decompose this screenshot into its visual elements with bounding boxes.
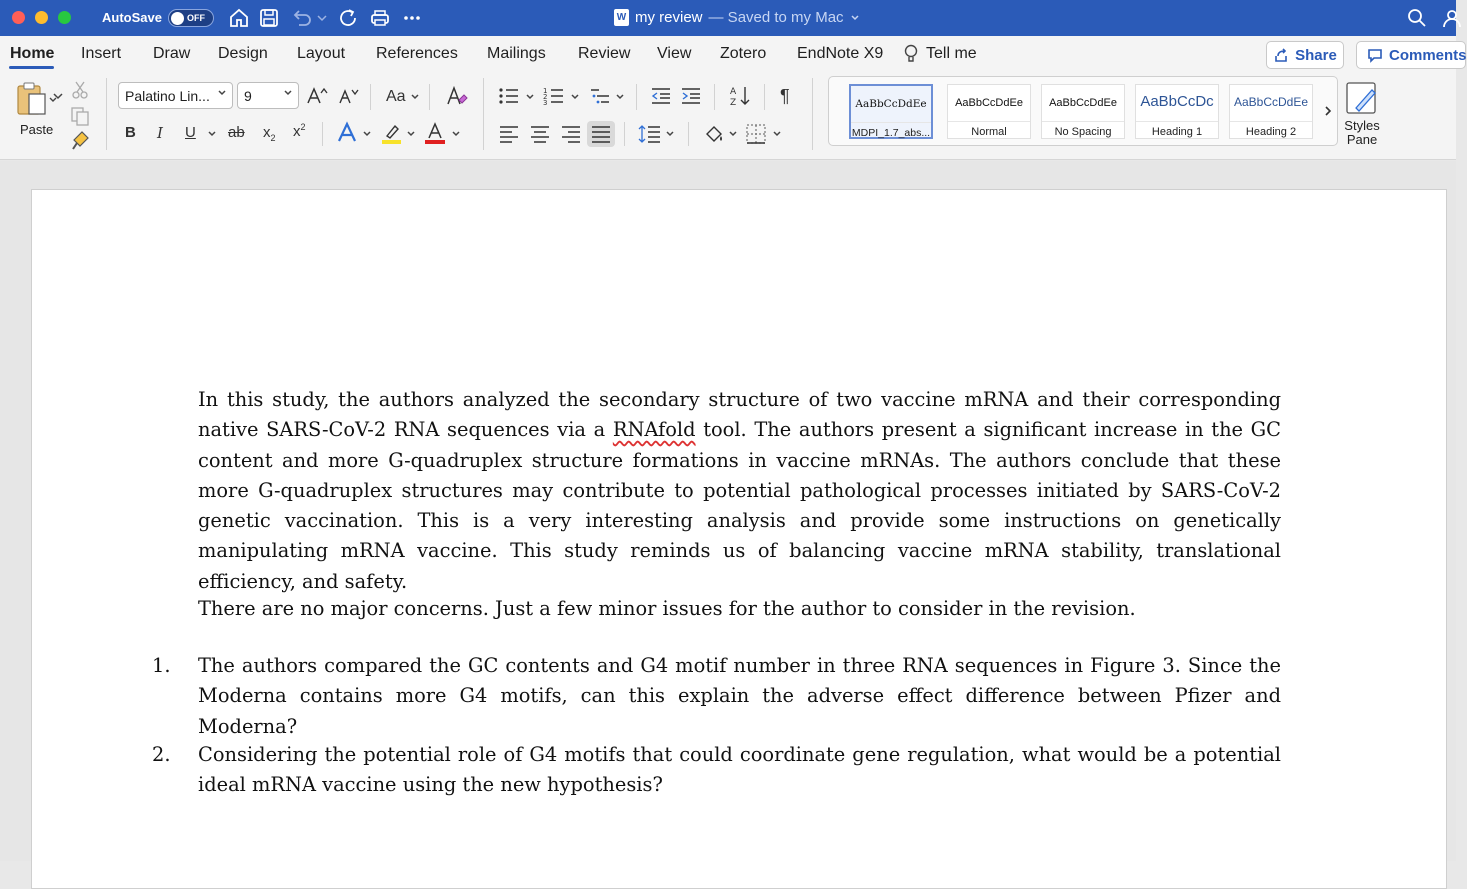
- autosave-toggle[interactable]: [168, 9, 214, 27]
- highlight-chevron-icon: [406, 129, 416, 139]
- font-name-select[interactable]: [118, 82, 233, 109]
- paste-dropdown-icon[interactable]: [52, 90, 64, 102]
- save-icon[interactable]: [257, 6, 281, 30]
- comments-button[interactable]: [1356, 41, 1466, 69]
- style-sample: AaBbCcDdEe: [1233, 95, 1309, 109]
- align-center-icon[interactable]: [529, 124, 551, 144]
- line-spacing-chevron-icon: [665, 129, 675, 139]
- paragraph-text: In this study, the authors analyzed the secondary structure of two vaccine mRNA and their corresponding native SARS-CoV-2 RNA sequences via a: [198, 388, 1281, 442]
- paragraph-summary[interactable]: [198, 385, 1281, 597]
- home-icon[interactable]: [227, 6, 251, 30]
- borders-icon[interactable]: [745, 123, 767, 145]
- tab-zotero[interactable]: Zotero: [720, 45, 767, 62]
- grow-font-icon[interactable]: [306, 86, 328, 106]
- group-separator: [764, 84, 765, 110]
- bullets-chevron-icon: [525, 92, 535, 102]
- print-icon[interactable]: [368, 6, 392, 30]
- tell-me-label: Tell me: [926, 45, 977, 62]
- style-mdpi-abstract[interactable]: [849, 84, 933, 139]
- highlight-icon[interactable]: [381, 122, 403, 144]
- line-spacing-icon[interactable]: [638, 124, 662, 144]
- font-color-chevron-icon: [451, 129, 461, 139]
- autosave-state: OFF: [187, 13, 205, 23]
- font-size-select[interactable]: [237, 82, 299, 109]
- ribbon-tab-bar: [0, 36, 1467, 72]
- save-status: — Saved to my Mac: [708, 9, 844, 26]
- sort-icon[interactable]: [728, 84, 752, 108]
- copy-icon[interactable]: [70, 106, 90, 126]
- style-heading-2[interactable]: [1229, 84, 1313, 139]
- font-size-chevron-icon: [283, 88, 293, 98]
- tab-insert[interactable]: Insert: [81, 45, 122, 62]
- clear-formatting-icon[interactable]: [445, 84, 469, 108]
- styles-pane-button[interactable]: [1342, 80, 1382, 147]
- styles-pane-label-1: Styles: [1344, 118, 1380, 133]
- tab-layout[interactable]: Layout: [297, 45, 346, 62]
- style-sample: AaBbCcDdEe: [855, 98, 927, 110]
- document-title[interactable]: [614, 9, 860, 26]
- style-sample: AaBbCcDc: [1140, 93, 1214, 110]
- svg-text:3: 3: [543, 99, 548, 107]
- style-name: Heading 1: [1136, 121, 1218, 138]
- comment-icon: [1367, 47, 1383, 63]
- bullets-icon[interactable]: [498, 86, 520, 106]
- subscript-button[interactable]: $x_2$: [263, 124, 276, 143]
- group-separator: [483, 78, 484, 150]
- numbering-chevron-icon: [570, 92, 580, 102]
- format-painter-icon[interactable]: [70, 130, 92, 152]
- underline-button[interactable]: U: [185, 124, 196, 141]
- style-no-spacing[interactable]: [1041, 84, 1125, 139]
- shading-icon[interactable]: [703, 123, 725, 145]
- style-normal[interactable]: [947, 84, 1031, 139]
- more-icon[interactable]: [400, 6, 424, 30]
- change-case-chevron-icon: [410, 92, 420, 102]
- comments-label: Comments: [1389, 46, 1467, 64]
- show-formatting-marks-button[interactable]: ¶: [780, 86, 790, 106]
- styles-gallery: [828, 76, 1338, 146]
- document-canvas[interactable]: [0, 161, 1456, 861]
- group-separator: [812, 78, 813, 150]
- undo-dropdown-icon[interactable]: [315, 6, 329, 30]
- minimize-window-button[interactable]: [35, 11, 48, 24]
- style-name: Heading 2: [1230, 121, 1312, 138]
- font-size-value: 9: [244, 88, 252, 104]
- spelling-error-word[interactable]: RNAfold: [612, 418, 696, 442]
- style-name: MDPI_1.7_abs...: [851, 122, 931, 139]
- title-bar: [0, 0, 1456, 36]
- word-document-icon: W: [614, 9, 629, 26]
- list-number: 1.: [152, 654, 171, 677]
- justify-button[interactable]: [587, 121, 615, 147]
- document-name: my review: [635, 9, 703, 26]
- change-case-button[interactable]: Aa: [386, 88, 406, 105]
- increase-indent-icon[interactable]: [680, 86, 702, 106]
- group-separator: [370, 84, 371, 110]
- autosave-label: AutoSave: [102, 10, 162, 25]
- style-heading-1[interactable]: [1135, 84, 1219, 139]
- tab-home[interactable]: Home: [10, 45, 55, 62]
- tab-review[interactable]: Review: [578, 45, 631, 62]
- strikethrough-button[interactable]: ab: [228, 124, 245, 141]
- multilevel-chevron-icon: [615, 92, 625, 102]
- decrease-indent-icon[interactable]: [650, 86, 672, 106]
- font-name-chevron-icon: [217, 88, 227, 98]
- tab-mailings[interactable]: Mailings: [487, 45, 546, 62]
- paste-label: Paste: [20, 122, 54, 137]
- superscript-button[interactable]: $x^2$: [293, 122, 306, 140]
- list-number: 2.: [152, 743, 171, 766]
- title-chevron-down-icon: [850, 13, 860, 23]
- style-sample: AaBbCcDdEe: [955, 97, 1023, 109]
- group-separator: [636, 84, 637, 110]
- list-item-text: Considering the potential role of G4 motifs that could coordinate gene regulation, what would be a potential ideal mRNA vaccine using the new hypothesis?: [198, 743, 1281, 797]
- style-sample: AaBbCcDdEe: [1049, 97, 1117, 109]
- paste-icon[interactable]: [14, 80, 54, 120]
- group-separator: [106, 78, 107, 150]
- paragraph-text: tool. The authors present a significant increase in the GC content and more G-quadruplex structure formations in vaccine mRNAs. The authors conclude that these more G-quadruplex structures may contribute to potential pathological processes initiated by SARS-CoV-2 genetic vaccination. This is a very interesting analysis and provide some instructions on genetically manipulating mRNA vaccine. This study reminds us of balancing vaccine mRNA stability, translational efficiency, and safety.: [198, 418, 1282, 593]
- toggle-knob: [171, 12, 184, 25]
- lightbulb-icon: [904, 44, 918, 64]
- tab-design[interactable]: Design: [218, 45, 268, 62]
- bold-button[interactable]: B: [125, 124, 136, 141]
- tab-endnote[interactable]: EndNote X9: [797, 45, 884, 62]
- svg-text:Z: Z: [730, 98, 737, 108]
- gallery-next-chevron-icon[interactable]: [1323, 105, 1333, 117]
- text-effects-chevron-icon: [362, 129, 372, 139]
- close-window-button[interactable]: [12, 11, 25, 24]
- cut-icon[interactable]: [71, 80, 89, 100]
- tab-draw[interactable]: Draw: [153, 45, 191, 62]
- account-icon[interactable]: [1440, 6, 1464, 30]
- share-button[interactable]: [1266, 41, 1344, 69]
- group-separator: [624, 122, 625, 146]
- group-separator: [688, 122, 689, 146]
- group-separator: [714, 84, 715, 110]
- align-left-icon[interactable]: [498, 124, 520, 144]
- styles-pane-icon: [1344, 80, 1380, 116]
- group-separator: [429, 84, 430, 110]
- multilevel-list-icon[interactable]: [589, 86, 611, 106]
- group-separator: [322, 122, 323, 146]
- tab-references[interactable]: References: [376, 45, 458, 62]
- undo-icon[interactable]: [290, 6, 314, 30]
- zoom-window-button[interactable]: [58, 11, 71, 24]
- search-icon[interactable]: [1405, 6, 1429, 30]
- document-page[interactable]: [31, 189, 1447, 889]
- active-tab-indicator: [9, 66, 54, 69]
- share-label: Share: [1295, 46, 1337, 64]
- underline-chevron-icon: [207, 129, 217, 139]
- paragraph-concerns[interactable]: There are no major concerns. Just a few minor issues for the author to consider in the revision.: [198, 597, 1136, 620]
- list-item-text: The authors compared the GC contents and G4 motif number in three RNA sequences in Figure 3. Since the Moderna contains more G4 motifs, can this explain the adverse effect difference between Pfizer and Moderna?: [198, 654, 1281, 738]
- justify-icon: [590, 124, 612, 144]
- text-effects-icon[interactable]: [336, 122, 358, 144]
- redo-icon[interactable]: [336, 6, 360, 30]
- svg-text:2: 2: [543, 93, 548, 101]
- svg-text:1: 1: [543, 87, 548, 95]
- align-right-icon[interactable]: [560, 124, 582, 144]
- tab-view[interactable]: View: [657, 45, 692, 62]
- style-name: Normal: [948, 121, 1030, 138]
- share-icon: [1273, 47, 1289, 63]
- numbering-icon[interactable]: [543, 86, 565, 106]
- font-name-value: Palatino Lin...: [125, 88, 210, 104]
- style-name: No Spacing: [1042, 121, 1124, 138]
- svg-text:A: A: [730, 87, 737, 97]
- home-ribbon: [0, 72, 1456, 160]
- shrink-font-icon[interactable]: [338, 86, 360, 106]
- font-color-icon[interactable]: [424, 122, 446, 144]
- tell-me-box[interactable]: [904, 44, 977, 64]
- italic-button[interactable]: I: [157, 124, 163, 142]
- styles-pane-label-2: Pane: [1346, 132, 1378, 147]
- shading-chevron-icon: [728, 129, 738, 139]
- borders-chevron-icon: [772, 129, 782, 139]
